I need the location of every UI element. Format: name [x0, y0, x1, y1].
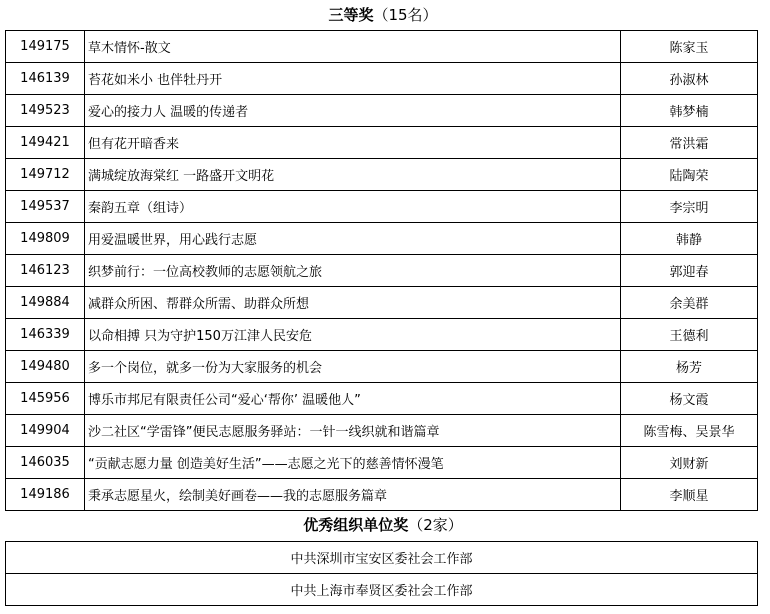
entry-id-cell: 149421: [6, 127, 85, 159]
table-row: [6, 31, 758, 63]
entry-author-cell: 杨文霞: [621, 383, 758, 415]
entry-author-cell: 陆陶荣: [621, 159, 758, 191]
entry-title-cell: 草木情怀-散文: [85, 31, 621, 63]
entry-author-cell: 杨芳: [621, 351, 758, 383]
entry-title-cell: 博乐市邦尼有限责任公司“爱心‘帮你’ 温暖他人”: [85, 383, 621, 415]
entry-id-cell: 149175: [6, 31, 85, 63]
entry-id-cell: 149884: [6, 287, 85, 319]
entry-id-cell: 146339: [6, 319, 85, 351]
entry-title-cell: 但有花开暗香来: [85, 127, 621, 159]
entry-id-cell: 146123: [6, 255, 85, 287]
table-row: [6, 319, 758, 351]
org-award-heading: [0, 512, 766, 538]
entry-id-cell: 145956: [6, 383, 85, 415]
entry-id-cell: 149186: [6, 479, 85, 511]
entry-author-cell: 韩静: [621, 223, 758, 255]
entry-title-cell: 沙二社区“学雷锋”便民志愿服务驿站：一针一线织就和谐篇章: [85, 415, 621, 447]
entry-author-cell: 余美群: [621, 287, 758, 319]
org-name-cell: 中共深圳市宝安区委社会工作部: [6, 542, 758, 574]
third-prize-table: [5, 30, 758, 511]
entry-id-cell: 149809: [6, 223, 85, 255]
entry-author-cell: 李顺星: [621, 479, 758, 511]
org-award-title: 优秀组织单位奖: [303, 516, 409, 534]
table-row: [6, 542, 758, 574]
table-row: [6, 383, 758, 415]
third-prize-heading: [0, 2, 766, 28]
org-name-cell: 中共上海市奉贤区委社会工作部: [6, 574, 758, 606]
entry-title-cell: 以命相搏 只为守护150万江津人民安危: [85, 319, 621, 351]
entry-author-cell: 孙淑林: [621, 63, 758, 95]
entry-id-cell: 149712: [6, 159, 85, 191]
table-row: [6, 223, 758, 255]
third-prize-title: 三等奖: [328, 6, 374, 24]
entry-title-cell: 秉承志愿星火，绘制美好画卷——我的志愿服务篇章: [85, 479, 621, 511]
table-row: [6, 287, 758, 319]
table-row: [6, 479, 758, 511]
entry-title-cell: 秦韵五章（组诗）: [85, 191, 621, 223]
entry-title-cell: “贡献志愿力量 创造美好生活”——志愿之光下的慈善情怀漫笔: [85, 447, 621, 479]
table-row: [6, 95, 758, 127]
org-award-count: （2家）: [408, 516, 463, 534]
table-row: [6, 447, 758, 479]
entry-title-cell: 织梦前行：一位高校教师的志愿领航之旅: [85, 255, 621, 287]
table-row: [6, 351, 758, 383]
entry-author-cell: 郭迎春: [621, 255, 758, 287]
table-row: [6, 255, 758, 287]
third-prize-count: （15名）: [373, 6, 438, 24]
entry-title-cell: 多一个岗位，就多一份为大家服务的机会: [85, 351, 621, 383]
table-row: [6, 63, 758, 95]
table-row: [6, 191, 758, 223]
entry-author-cell: 韩梦楠: [621, 95, 758, 127]
table-row: [6, 415, 758, 447]
entry-id-cell: 146139: [6, 63, 85, 95]
entry-id-cell: 149537: [6, 191, 85, 223]
entry-id-cell: 149523: [6, 95, 85, 127]
entry-id-cell: 149904: [6, 415, 85, 447]
table-row: [6, 127, 758, 159]
entry-title-cell: 减群众所困、帮群众所需、助群众所想: [85, 287, 621, 319]
entry-id-cell: 149480: [6, 351, 85, 383]
entry-id-cell: 146035: [6, 447, 85, 479]
entry-title-cell: 用爱温暖世界，用心践行志愿: [85, 223, 621, 255]
entry-title-cell: 满城绽放海棠红 一路盛开文明花: [85, 159, 621, 191]
entry-author-cell: 王德利: [621, 319, 758, 351]
org-award-table: [5, 541, 758, 606]
entry-title-cell: 苔花如米小 也伴牡丹开: [85, 63, 621, 95]
entry-author-cell: 李宗明: [621, 191, 758, 223]
entry-title-cell: 爱心的接力人 温暖的传递者: [85, 95, 621, 127]
table-row: [6, 574, 758, 606]
org-award-table-body: [6, 542, 758, 606]
entry-author-cell: 常洪霜: [621, 127, 758, 159]
entry-author-cell: 刘财新: [621, 447, 758, 479]
entry-author-cell: 陈雪梅、吴景华: [621, 415, 758, 447]
entry-author-cell: 陈家玉: [621, 31, 758, 63]
table-row: [6, 159, 758, 191]
third-prize-table-body: [6, 31, 758, 511]
